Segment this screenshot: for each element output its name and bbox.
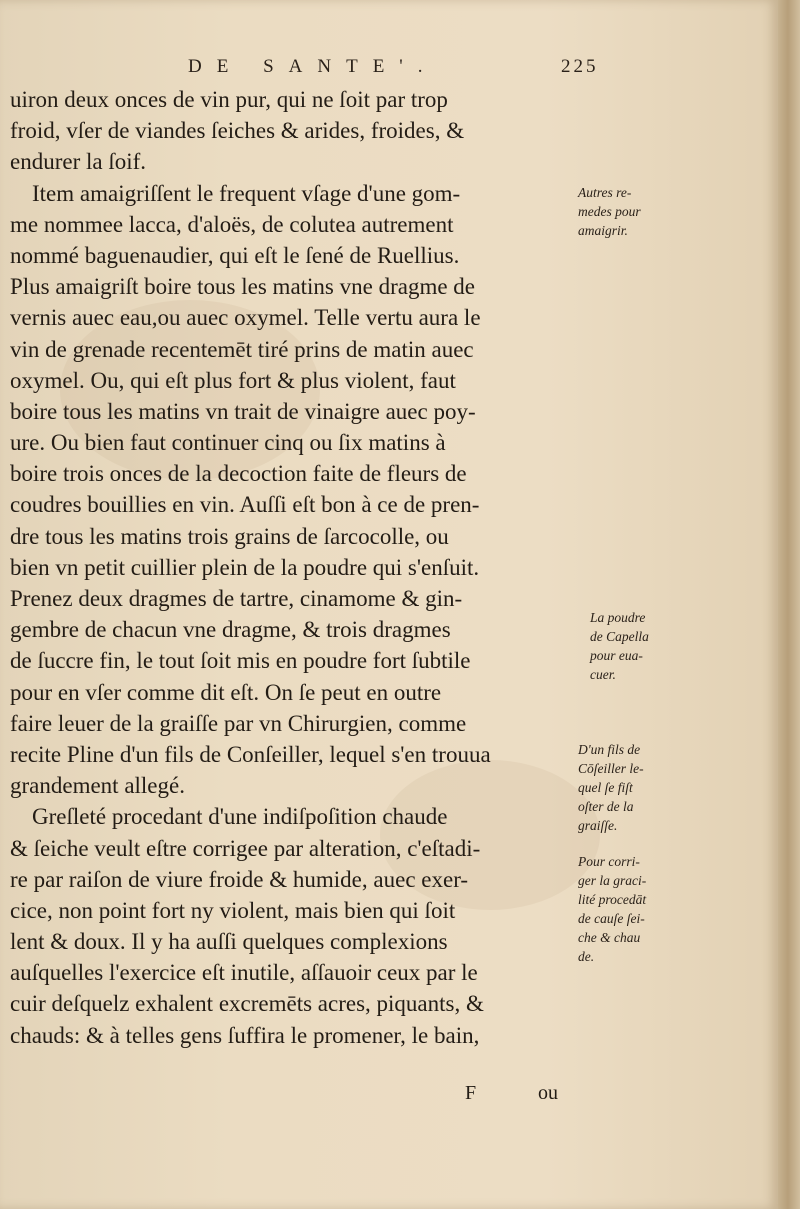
text-line: dre tous les matins trois grains de ſarcocolle, ou xyxy=(10,523,449,549)
margin-note-line: D'un fils de xyxy=(578,742,641,757)
text-line: Item amaigriſſent le frequent vſage d'une gom- xyxy=(32,180,461,206)
text-line: de ſuccre fin, le tout ſoit mis en poudre fort ſubtile xyxy=(10,648,471,674)
text-line: Greſleté procedant d'une indiſpoſition chaude xyxy=(32,804,448,830)
text-line: bien vn petit cuillier plein de la poudre qui s'enſuit. xyxy=(10,554,480,580)
margin-note-line: de Capella xyxy=(590,629,649,644)
text-line: Plus amaigriſt boire tous les matins vne dragme de xyxy=(10,274,476,300)
margin-note-capella-powder xyxy=(590,608,700,684)
text-line: cice, non point fort ny violent, mais bien qui ſoit xyxy=(10,897,456,923)
text-line: & ſeiche veult eſtre corrigee par alteration, c'eſtadi- xyxy=(10,835,481,861)
text-line: oxymel. Ou, qui eſt plus fort & plus violent, faut xyxy=(10,367,456,393)
text-line: recite Pline d'un fils de Conſeiller, lequel s'en trouua xyxy=(10,741,491,767)
margin-note-councillor-son xyxy=(578,740,688,835)
margin-note-line: che & chau xyxy=(578,930,641,945)
margin-note-other-remedies xyxy=(578,183,688,240)
margin-note-line: quel ſe fiſt xyxy=(578,780,633,795)
margin-note-line: Pour corri- xyxy=(578,854,640,869)
page-edge xyxy=(778,0,800,1209)
margin-note-line: oſter de la xyxy=(578,799,634,814)
text-line: boire tous les matins vn trait de vinaigre auec poy- xyxy=(10,398,476,424)
text-line: gembre de chacun vne dragme, & trois dragmes xyxy=(10,617,451,643)
text-line: endurer la ſoif. xyxy=(10,149,147,175)
margin-note-line: lité procedāt xyxy=(578,892,647,907)
margin-note-line: graiſſe. xyxy=(578,818,618,833)
text-line: coudres bouillies en vin. Auſſi eſt bon à ce de pren- xyxy=(10,492,480,518)
text-line: pour en vſer comme dit eſt. On ſe peut en outre xyxy=(10,679,442,705)
catchword: ou xyxy=(538,1082,558,1104)
page-number: 225 xyxy=(561,56,599,77)
text-line: ure. Ou bien faut continuer cinq ou ſix matins à xyxy=(10,430,446,456)
text-line: auſquelles l'exercice eſt inutile, aſſauoir ceux par le xyxy=(10,960,478,986)
signature-mark: F xyxy=(465,1082,477,1104)
margin-note-line: Autres re- xyxy=(578,185,632,200)
text-line: uiron deux onces de vin pur, qui ne ſoit par trop xyxy=(10,87,448,112)
text-line: vernis auec eau,ou auec oxymel. Telle vertu aura le xyxy=(10,305,481,331)
margin-note-line: La poudre xyxy=(590,610,646,625)
page-header xyxy=(188,56,608,82)
margin-note-line: amaigrir. xyxy=(578,223,628,238)
margin-note-line: pour eua- xyxy=(590,648,643,663)
text-line: grandement allegé. xyxy=(10,773,185,799)
text-line: lent & doux. Il y ha auſſi quelques complexions xyxy=(10,929,448,955)
text-line: faire leuer de la graiſſe par vn Chirurgien, comme xyxy=(10,710,467,736)
text-line: re par raiſon de viure froide & humide, auec exer- xyxy=(10,866,469,892)
margin-note-line: Cōſeiller le- xyxy=(578,761,644,776)
margin-note-line: ger la graci- xyxy=(578,873,647,888)
margin-note-line: cuer. xyxy=(590,667,616,682)
text-line: me nommee lacca, d'aloës, de colutea autrement xyxy=(10,211,454,237)
margin-note-line: medes pour xyxy=(578,204,641,219)
margin-note-line: de. xyxy=(578,949,595,964)
running-head: DE SANTE'. xyxy=(188,56,438,77)
body-text xyxy=(10,84,570,1051)
text-line: nommé baguenaudier, qui eſt le ſené de Ruellius. xyxy=(10,242,460,268)
text-line: cuir deſquelz exhalent excremēts acres, piquants, & xyxy=(10,991,484,1017)
margin-note-line: de cauſe ſei- xyxy=(578,911,645,926)
text-line: Prenez deux dragmes de tartre, cinamome & gin- xyxy=(10,586,463,611)
text-line: froid, vſer de viandes ſeiches & arides, froides, & xyxy=(10,118,465,144)
text-line: vin de grenade recentemēt tiré prins de matin auec xyxy=(10,336,474,362)
margin-note-thinness-correction xyxy=(578,852,688,966)
text-line: boire trois onces de la decoction faite de fleurs de xyxy=(10,461,467,487)
text-line: chauds: & à telles gens ſuffira le promener, le bain, xyxy=(10,1022,480,1048)
